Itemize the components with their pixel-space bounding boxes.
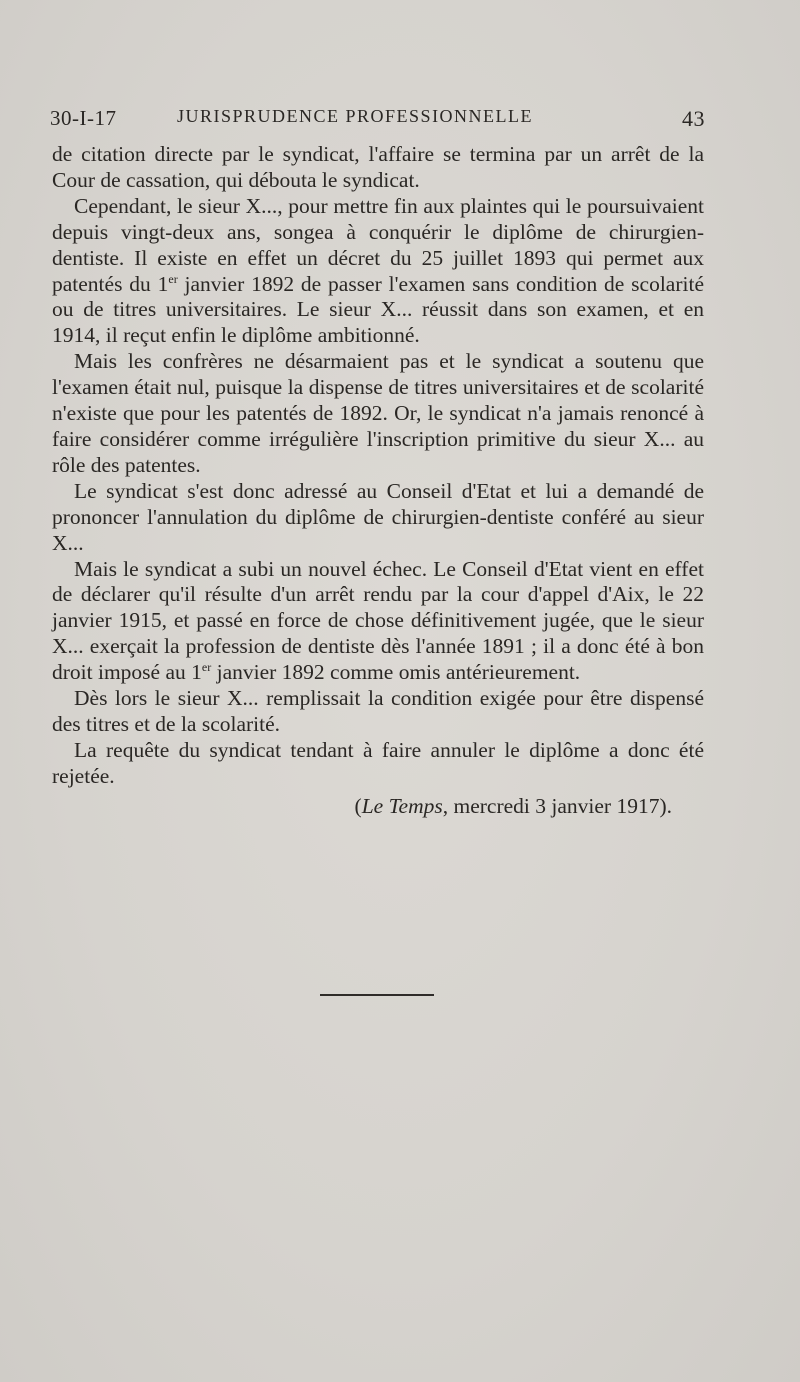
end-rule-divider — [320, 994, 434, 996]
paragraph-2 — [52, 194, 704, 349]
paragraph-6: Dès lors le sieur X... remplissait la condition exigée pour être dispensé des titres et de la scolarité. — [52, 686, 704, 736]
article-body — [52, 142, 704, 820]
paragraph-7: La requête du syndicat tendant à faire annuler le diplôme a donc été rejetée. — [52, 737, 704, 788]
paragraph-2-part-1: Cependant, le sieur X..., pour mettre fin aux plaintes qui le poursuivaient depuis vingt-deux ans, songea à conquérir le diplôme de chirurgien-dentiste. Il existe en effet un décret du 25 juillet 1893 qui permet aux patentés du 1 — [52, 193, 704, 296]
paragraph-1: de citation directe par le syndicat, l'affaire se termina par un arrêt de la Cour de cassation, qui débouta le syndicat. — [52, 142, 704, 192]
source-citation — [52, 794, 704, 820]
citation-rest: , mercredi 3 janvier 1917). — [442, 793, 672, 818]
page-number: 43 — [682, 106, 705, 131]
paragraph-5 — [52, 557, 704, 687]
superscript-er: er — [168, 271, 178, 286]
header-title: JURISPRUDENCE PROFESSIONNELLE — [177, 106, 534, 126]
citation-source: Le Temps — [361, 793, 443, 818]
paragraph-3: Mais les confrères ne désarmaient pas et le syndicat a soutenu que l'examen était nul, puisque la dispense de titres universitaires et de scolarité n'existe que pour les patentés de 1892. Or, le syndicat n'a jamais renoncé à faire considérer comme irrégulière l'inscription primitive du sieur X... au rôle des patentes. — [52, 349, 704, 477]
paragraph-4: Le syndicat s'est donc adressé au Conseil d'Etat et lui a demandé de prononcer l'annulation du diplôme de chirurgien-dentiste conféré au sieur X... — [52, 478, 704, 555]
paragraph-5-part-1: Mais le syndicat a subi un nouvel échec. Le Conseil d'Etat vient en effet de déclarer qu'il résulte d'un arrêt rendu par la cour d'appel d'Aix, le 22 janvier 1915, et passé en force de chose définitivement jugée, que le sieur X... exerçait la profession de dentiste dès l'année 1891 ; il a donc été à bon droit imposé au 1 — [52, 556, 704, 685]
superscript-er: er — [201, 659, 212, 674]
paragraph-2-part-2: janvier 1892 de passer l'examen sans condition de scolarité ou de titres universitaires. Le sieur X... réussit dans son examen, et en 1914, il reçut enfin le diplôme ambitionné. — [52, 271, 704, 348]
citation-open: ( — [354, 793, 362, 818]
running-head — [50, 100, 705, 134]
paragraph-5-part-2: janvier 1892 comme omis antérieurement. — [211, 660, 581, 685]
header-date: 30-I-17 — [50, 106, 117, 130]
